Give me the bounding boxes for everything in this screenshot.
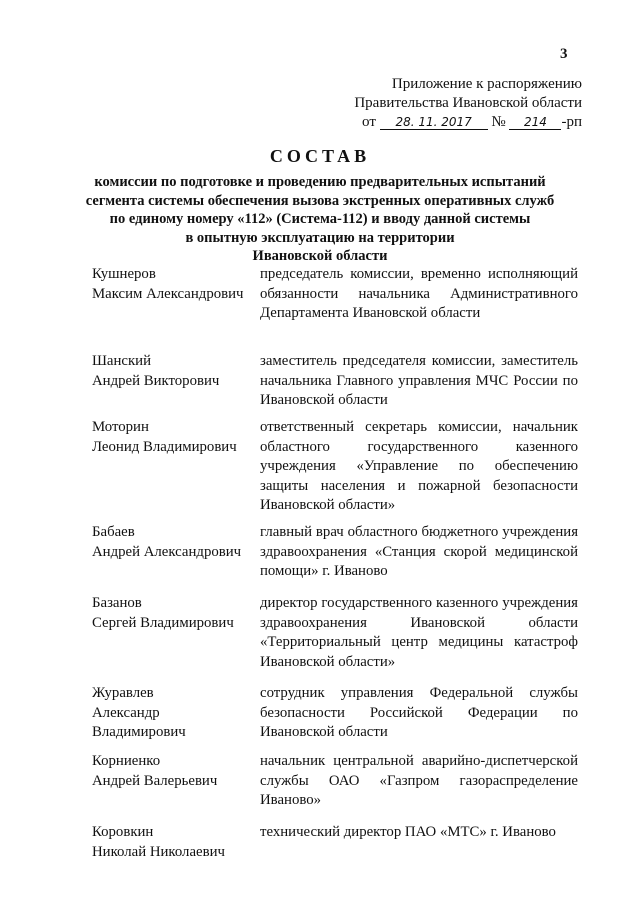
member-row (92, 352, 578, 418)
patronymic: Владимирович (92, 724, 186, 740)
date-prefix: от (362, 114, 376, 130)
surname: Моторин (92, 419, 149, 435)
subtitle-line: сегмента системы обеспечения вызова экстренных оперативных служб (85, 192, 555, 209)
document-title (60, 146, 580, 266)
surname: Корниенко (92, 753, 161, 769)
number-suffix: -рп (561, 114, 582, 130)
member-role: ответственный секретарь комиссии, начальник областного государственного казенного учреждения «Управление по обеспечению защиты населения и пожарной безопасности Ивановской области» (260, 419, 578, 513)
member-name (92, 684, 260, 752)
member-row (92, 418, 578, 523)
member-row (92, 823, 578, 863)
subtitle-line: по единому номеру «112» (Система-112) и вводу данной системы (109, 211, 531, 227)
member-name (92, 265, 260, 352)
member-row (92, 594, 578, 684)
member-role: начальник центральной аварийно-диспетчерской службы ОАО «Газпром газораспределение Иваново» (260, 753, 578, 808)
given-names: Александр (92, 704, 160, 721)
member-name (92, 523, 260, 594)
member-name (92, 752, 260, 823)
annex-line-1: Приложение к распоряжению (391, 76, 582, 92)
title-subtitle (60, 173, 580, 266)
annex-line-2: Правительства Ивановской области (354, 95, 582, 111)
surname: Коровкин (92, 824, 154, 840)
surname: Базанов (92, 595, 142, 611)
member-role: технический директор ПАО «МТС» г. Иваново (260, 824, 556, 840)
handwritten-number: 214 (509, 115, 561, 130)
member-row (92, 523, 578, 594)
member-role: главный врач областного бюджетного учреждения здравоохранения «Станция скорой медицинской помощи» г. Иваново (260, 524, 578, 579)
member-row (92, 752, 578, 823)
surname: Шанский (92, 353, 152, 369)
given-names: Андрей Викторович (92, 372, 220, 389)
member-role: заместитель председателя комиссии, заместитель начальника Главного управления МЧС России по Ивановской области (260, 353, 578, 408)
annex-header (354, 75, 582, 132)
given-names: Андрей Валерьевич (92, 772, 218, 789)
given-names: Сергей Владимирович (92, 614, 234, 631)
given-names: Максим Александрович (92, 285, 244, 302)
page-number: 3 (560, 46, 568, 62)
subtitle-line: комиссии по подготовке и проведению предварительных испытаний (94, 174, 546, 190)
surname: Кушнеров (92, 266, 156, 282)
member-name (92, 823, 260, 863)
member-name (92, 418, 260, 523)
subtitle-line: Ивановской области (252, 248, 388, 264)
member-name (92, 594, 260, 684)
member-role: директор государственного казенного учреждения здравоохранения Ивановской области «Территориальный центр медицины катастроф Ивановской области» (260, 595, 578, 670)
surname: Журавлев (92, 685, 154, 701)
given-names: Андрей Александрович (92, 543, 242, 560)
given-names: Леонид Владимирович (92, 438, 237, 455)
annex-date-line (354, 113, 582, 132)
member-name (92, 352, 260, 418)
member-role: председатель комиссии, временно исполняющий обязанности начальника Административного Департамента Ивановской области (260, 266, 578, 321)
subtitle-line: в опытную эксплуатацию на территории (185, 229, 455, 246)
given-names: Николай Николаевич (92, 843, 225, 860)
member-row (92, 265, 578, 352)
handwritten-date: 28. 11. 2017 (380, 115, 488, 130)
member-role: сотрудник управления Федеральной службы безопасности Российской Федерации по Ивановской области (260, 685, 578, 740)
number-sign: № (491, 114, 506, 130)
members-list (92, 265, 578, 863)
member-row (92, 684, 578, 752)
title-heading: СОСТАВ (269, 146, 371, 166)
surname: Бабаев (92, 524, 135, 540)
